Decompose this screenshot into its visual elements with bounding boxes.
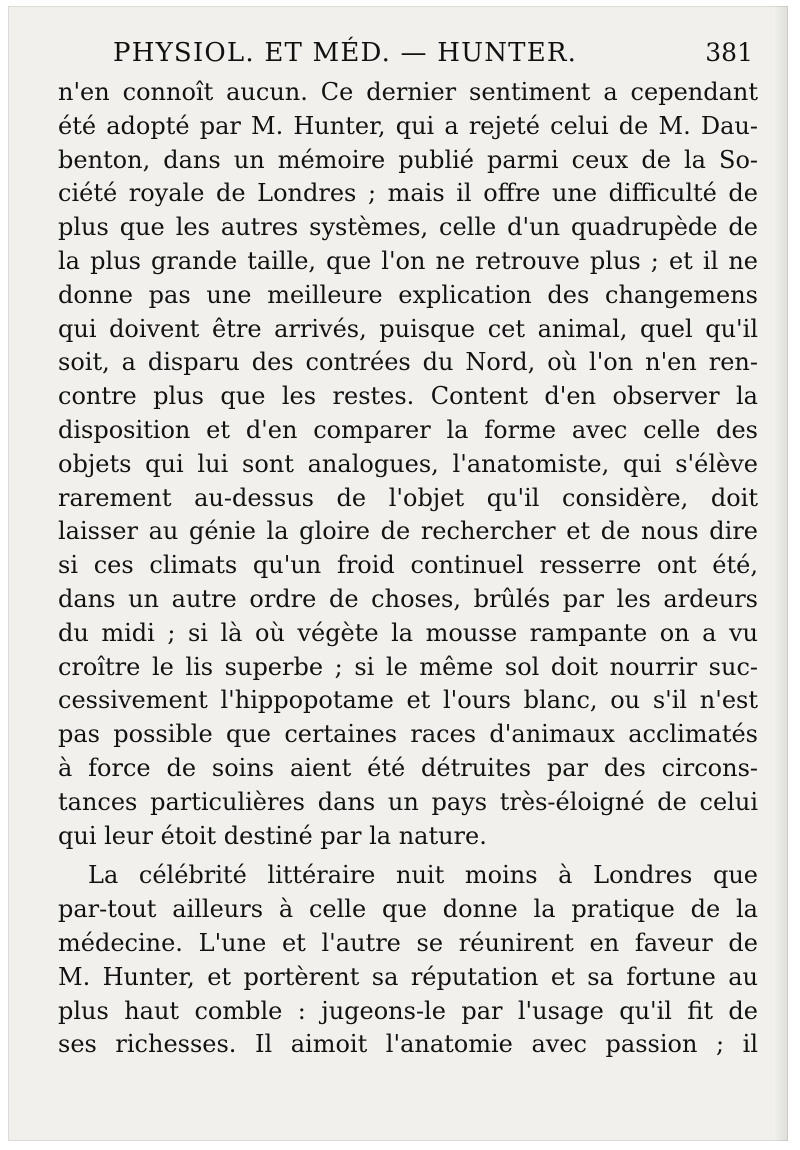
book-page: [8, 6, 788, 1141]
text-line: ses richesses. Il aimoit l'anatomie avec passion ; il: [58, 1030, 758, 1059]
text-line: plus haut comble : jugeons-le par l'usage qu'il fit de: [58, 996, 758, 1025]
text-line: contre plus que les restes. Content d'en observer la: [58, 382, 758, 411]
text-line: soit, a disparu des contrées du Nord, où l'on n'en ren-: [58, 348, 758, 377]
page-number: 381: [705, 38, 753, 67]
paragraph-1: [58, 76, 758, 853]
text-line: la plus grande taille, que l'on ne retrouve plus ; et il ne: [58, 246, 758, 275]
text-line: ciété royale de Londres ; mais il offre une difficulté de: [58, 179, 758, 208]
text-line: tances particulières dans un pays très-éloigné de celui: [58, 787, 758, 816]
text-line: rarement au-dessus de l'objet qu'il considère, doit: [58, 483, 758, 512]
text-line: qui leur étoit destiné par la nature.: [58, 821, 487, 850]
body-text: [58, 76, 758, 1062]
text-line: M. Hunter, et portèrent sa réputation et sa fortune au: [58, 962, 758, 991]
running-title: PHYSIOL. ET MÉD. — HUNTER.: [113, 38, 578, 68]
text-line: pas possible que certaines races d'animaux acclimatés: [58, 720, 758, 749]
text-line: qui doivent être arrivés, puisque cet animal, quel qu'il: [58, 314, 758, 343]
text-line: été adopté par M. Hunter, qui a rejeté celui de M. Dau-: [58, 111, 758, 140]
text-line: donne pas une meilleure explication des changemens: [58, 280, 758, 309]
text-line: n'en connoît aucun. Ce dernier sentiment a cependant: [58, 78, 758, 106]
text-line: dans un autre ordre de choses, brûlés par les ardeurs: [58, 584, 758, 613]
text-line: croître le lis superbe ; si le même sol doit nourrir suc-: [58, 652, 758, 681]
text-line: disposition et d'en comparer la forme avec celle des: [58, 415, 758, 444]
text-line: médecine. L'une et l'autre se réunirent en faveur de: [58, 928, 758, 957]
text-line: cessivement l'hippopotame et l'ours blanc, ou s'il n'est: [58, 686, 758, 715]
text-line: benton, dans un mémoire publié parmi ceux de la So-: [58, 145, 758, 174]
text-line: La célébrité littéraire nuit moins à Londres que: [88, 861, 758, 890]
page-header: [113, 38, 753, 74]
text-line: du midi ; si là où végète la mousse rampante on a vu: [58, 618, 758, 647]
text-line: plus que les autres systèmes, celle d'un quadrupède de: [58, 213, 758, 242]
text-line: à force de soins aient été détruites par des circons-: [58, 753, 758, 782]
paragraph-2: [58, 859, 758, 1062]
text-line: objets qui lui sont analogues, l'anatomiste, qui s'élève: [58, 449, 758, 478]
text-line: par-tout ailleurs à celle que donne la pratique de la: [58, 895, 758, 924]
text-line: laisser au génie la gloire de rechercher et de nous dire: [58, 517, 758, 546]
text-line: si ces climats qu'un froid continuel resserre ont été,: [58, 551, 758, 580]
